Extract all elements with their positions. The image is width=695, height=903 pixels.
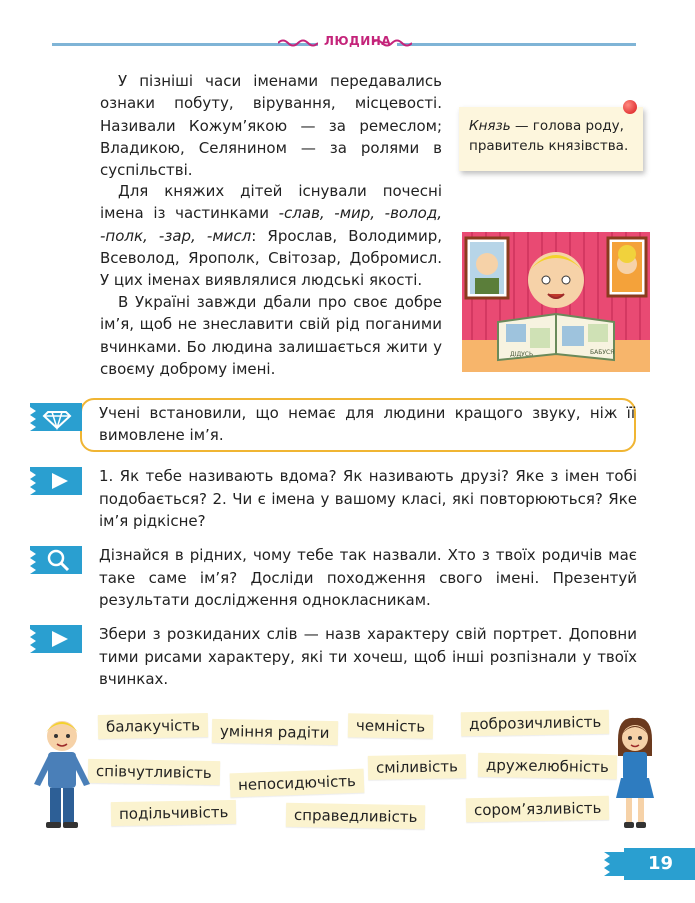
section-title: ЛЮДИНА <box>318 34 397 48</box>
word-card[interactable]: чемність <box>348 713 434 738</box>
page-tab-icon <box>604 852 626 876</box>
word-card[interactable]: дружелюбність <box>478 753 617 779</box>
word-card[interactable]: уміння радіти <box>212 719 338 745</box>
ornament-right-icon <box>372 38 412 48</box>
task-1: 1. Як тебе називають вдома? Як називають друзі? Яке з імен тобі подобається? 2. Чи є імена у вашому класі, які повторюються? Яке ім’я рідкісне? <box>99 467 637 530</box>
word-card[interactable]: доброзичливість <box>461 710 610 737</box>
quote-text: Учені встановили, що немає для людини кращого звуку, ніж її вимовлене ім’я. <box>99 404 635 444</box>
diamond-icon <box>30 403 82 431</box>
ornament-left-icon <box>278 38 318 48</box>
paragraph-2: Для княжих дітей існували почесні імена із частинками -слав, -мир, -волод, -полк, -зар, -мисл: Ярослав, Володимир, Всеволод, Ярополк, Світозар, Добромисл. У цих іменах виявлялися людські якості. <box>100 182 443 290</box>
search-icon <box>30 546 82 574</box>
glossary-note <box>459 107 643 171</box>
task-3: Збери з розкиданих слів — назв характеру свій портрет. Доповни тими рисами характеру, які ти хочеш, щоб інші розпізнали у твоїх вчинках. <box>99 625 637 688</box>
word-card[interactable]: сміливість <box>368 754 466 780</box>
note-definition: — голова роду, правитель князівства. <box>469 118 629 154</box>
word-card[interactable]: подільчивість <box>111 800 237 826</box>
word-card[interactable]: непосидючість <box>230 769 365 798</box>
pin-icon <box>623 100 637 114</box>
task-2: Дізнайся в рідних, чому тебе так назвали. Хто з твоїх родичів має таке саме ім’я? Досліди походження свого імені. Презентуй результати дослідження однокласникам. <box>99 546 637 609</box>
page-number: 19 <box>624 848 695 880</box>
paragraph-3: В Україні завжди дбали про своє добре ім’я, щоб не знеславити свій рід поганими вчинками. Бо людина залишається жити у своєму доброму імені. <box>100 293 442 378</box>
play-icon <box>30 625 82 653</box>
album-label-right: БАБУСЯ <box>590 349 615 356</box>
word-card[interactable]: співчутливість <box>88 759 220 785</box>
play-icon <box>30 467 82 495</box>
word-card[interactable]: сором’язливість <box>466 796 610 822</box>
album-label-left: ДІДУСЬ <box>510 351 534 358</box>
boy-photo-album-illustration <box>462 232 650 372</box>
word-card[interactable]: балакучість <box>98 713 208 739</box>
paragraph-1: У пізніші часи іменами передавались ознаки побуту, вірування, місцевості. Називали Кожум’якою — за ремеслом; Владикою, Селянином — за ролями в суспільстві. <box>100 72 442 180</box>
girl-figure <box>612 716 658 832</box>
word-card[interactable]: справедливість <box>286 803 426 829</box>
note-term: Князь <box>469 118 511 134</box>
boy-figure <box>28 716 98 832</box>
